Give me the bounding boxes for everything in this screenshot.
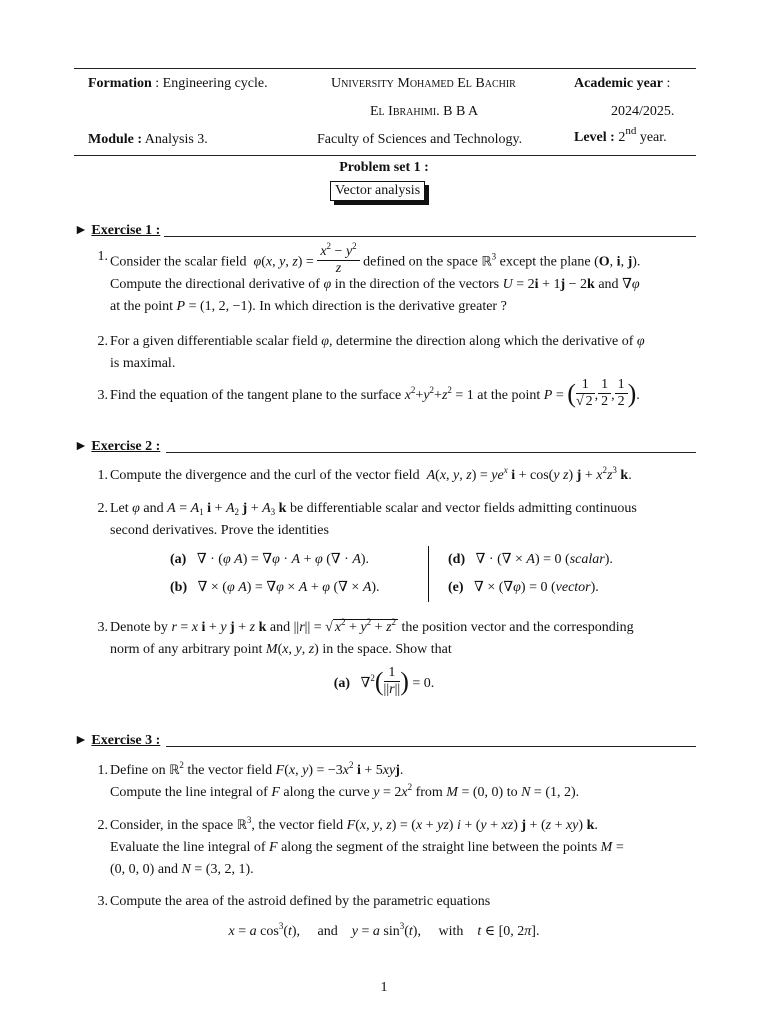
item-number: 2. [97,818,108,833]
module-label: Module : [88,132,143,147]
text: defined on the space [363,254,478,270]
text: Denote by [110,620,168,635]
text: Compute the divergence and the curl of the vector field [110,468,420,483]
exercise-3-label: Exercise 3 : [91,733,161,748]
identity-label: (b) [170,580,188,595]
equation-label: (a) [333,676,351,691]
ex1-item-2 [92,331,696,375]
exercise-2-rule [166,452,696,453]
item-number: 1. [97,249,108,264]
formation-value: : Engineering cycle. [151,76,268,91]
ex3-item-2 [92,815,696,881]
fraction: $\frac{x^2 - y^2}{z}$ [317,244,359,277]
problem-set-subtitle: Vector analysis [330,181,425,201]
exercise-3-rule [166,746,696,747]
ex2-item-1 [92,465,696,487]
text: norm of any arbitrary point [110,642,263,657]
text: along the segment of the straight line between the points [281,840,598,855]
ex1-item-3 [92,378,696,414]
ex2-equation-a: (a) ∇$^2$( $\frac{1}{||r||}$ ) = 0. [333,665,435,698]
text: at the point [477,388,541,403]
item-number: 3. [97,620,108,635]
text: from [415,785,443,800]
academic-year-label: Academic year [574,76,664,91]
text: . In which direction is the derivative greater ? [252,299,507,314]
exercise-1-heading: ► Exercise 1 : [74,223,161,238]
identity-d: (d) ∇ · (∇ × A) = 0 (scalar). [448,552,613,567]
identity-note: scalar [569,552,605,567]
formation-label: Formation [88,76,152,91]
identity-label: (a) [170,552,187,567]
level-label: Level : [574,130,615,145]
identity-label: (d) [448,552,466,567]
ex3-item-2-text: Consider, in the space ℝ$^3$, the vector field F(x, y, z) = (x + yz) i + (y + xz) j + (z + xy) k. Evaluate the line integral of F along the segment of the straight line between the points M = (0, 0, 0) and N = (3, 2, 1). [110,815,624,877]
text: , determine the direction along which the derivative of [328,334,634,349]
text: with [438,924,464,939]
ex1-item-2-text: For a given differentiable scalar field φ, determine the direction along which the derivative of φ is maximal. [110,331,696,375]
text: to [506,785,518,800]
text: , the vector field [251,818,344,833]
text: and [598,277,619,292]
text: Compute the line integral of [110,785,268,800]
text: and [157,862,179,877]
header-top-rule [74,68,696,69]
ex3-item-3 [92,891,696,913]
text: Define on [110,763,166,778]
ex3-item-3-text: Compute the area of the astroid defined by the parametric equations [110,894,491,909]
university-line1: University Mohamed El Bachir [331,76,516,91]
text: be differentiable scalar and vector fields admitting continuous [289,501,637,516]
exercise-1-label: Exercise 1 : [91,223,161,238]
text: in the space. Show that [322,642,452,657]
exercise-2-heading: ► Exercise 2 : [74,439,161,454]
text: Consider, in the space [110,818,234,833]
text: and [143,501,164,516]
item-number: 3. [97,388,108,403]
text: in the direction of the vectors [334,277,500,292]
identity-b: (b) ∇ × (φ A) = ∇φ × A + φ (∇ × A). [170,580,380,595]
exercise-3-heading: ► Exercise 3 : [74,733,161,748]
formation [88,76,268,92]
faculty: Faculty of Sciences and Technology. [317,132,523,147]
text: is maximal. [110,356,176,371]
ex1-item-3-text: Find the equation of the tangent plane to the surface $x^2+y^2+z^2 = 1$ at the point P = ( $\frac{1}{√ 2}$ , $\frac{1}{2}$ , $\frac{1}{2}$ ). [110,377,640,410]
level-sup: nd [625,125,637,137]
header-bottom-rule [74,155,696,156]
ex2-item-1-text: Compute the divergence and the curl of the vector field A(x, y, $z) = ye^x$ i + cos(y z) $j + x^2z^3$ k. [110,465,632,483]
ex2-item-2 [92,498,696,542]
text: For a given differentiable scalar field [110,334,318,349]
text: at the point [110,299,173,314]
text: the position vector and the corresponding [401,620,634,635]
academic-year [574,76,670,92]
exercise-2-label: Exercise 2 : [91,439,161,454]
academic-year-value: 2024/2025. [611,104,675,119]
text: Consider the scalar field [110,254,247,270]
identity-label: (e) [448,580,464,595]
item-number: 3. [97,894,108,909]
astroid-equations: x = a $\cos^3(t)$, and y = a $\sin^3(t)$, with t ∈ [0, 2π]. [228,921,540,939]
level [574,125,667,146]
ex2-item-2-text: Let φ and $A = A_1$ $i + A_2$ $j + A_3$ k be differentiable scalar and vector fields admitting continuous second derivatives. Prove the identities [110,498,696,542]
text: except the plane [499,254,591,270]
text: Evaluate the line integral of [110,840,266,855]
problem-set-box [330,181,425,201]
text: second derivatives. Prove the identities [110,523,329,538]
item-number: 2. [97,501,108,516]
ex2-item-3 [92,617,696,661]
item-number: 1. [97,763,108,778]
text: the vector field [187,763,273,778]
level-number: 2 [614,130,626,145]
text: and [317,924,338,939]
ex2-item-3-text: Denote by r = x i + y j + z k and ||r|| = √ $x^2 + y^2 + z^2$ the position vector and the corresponding norm of any arbitrary point M(x, y, z) in the space. Show that [110,617,634,657]
ex1-item-1 [92,241,696,318]
module [88,132,208,148]
exercise-1-rule [164,236,696,237]
identity-e: (e) ∇ × (∇φ) = 0 (vector). [448,580,599,595]
item-number: 1. [97,468,108,483]
text: along the curve [283,785,370,800]
identity-a: (a) ∇ · (φ A) = ∇φ · A + φ (∇ · A). [170,552,370,567]
problem-set-title: Problem set 1 : [339,160,429,175]
module-value: Analysis 3. [142,132,208,147]
ex3-item-1-text: Define on ℝ$^2$ the vector field F(x, $y) = -3x^2$ i + 5xyj. Compute the line integral of F along the curve $y = 2x^2$ from M = (0, 0) to N = (1, 2). [110,760,580,800]
ex3-item-1 [92,760,696,804]
text: Let [110,501,129,516]
ex1-item-1-text: Consider the scalar field φ(x, y, z) = $\frac{x^2 - y^2}{z}$ defined on the space ℝ$^3$ except the plane (O, i, j). Compute the directional derivative of φ in the direction of the vectors U = 2i + 1j − 2k and ∇φ at the point P = (1, 2, −1). In which direction is the derivative greater ? [110,241,641,314]
text: Compute the directional derivative of [110,277,320,292]
item-number: 2. [97,334,108,349]
academic-year-colon: : [663,76,671,91]
identity-note: vector [555,580,591,595]
text: Find the equation of the tangent plane to the surface [110,388,402,403]
text: and [269,620,291,635]
level-suffix: year. [636,130,667,145]
identities-separator [428,546,429,602]
page-number: 1 [380,980,388,995]
university-line2: El Ibrahimi. B B A [370,104,479,119]
